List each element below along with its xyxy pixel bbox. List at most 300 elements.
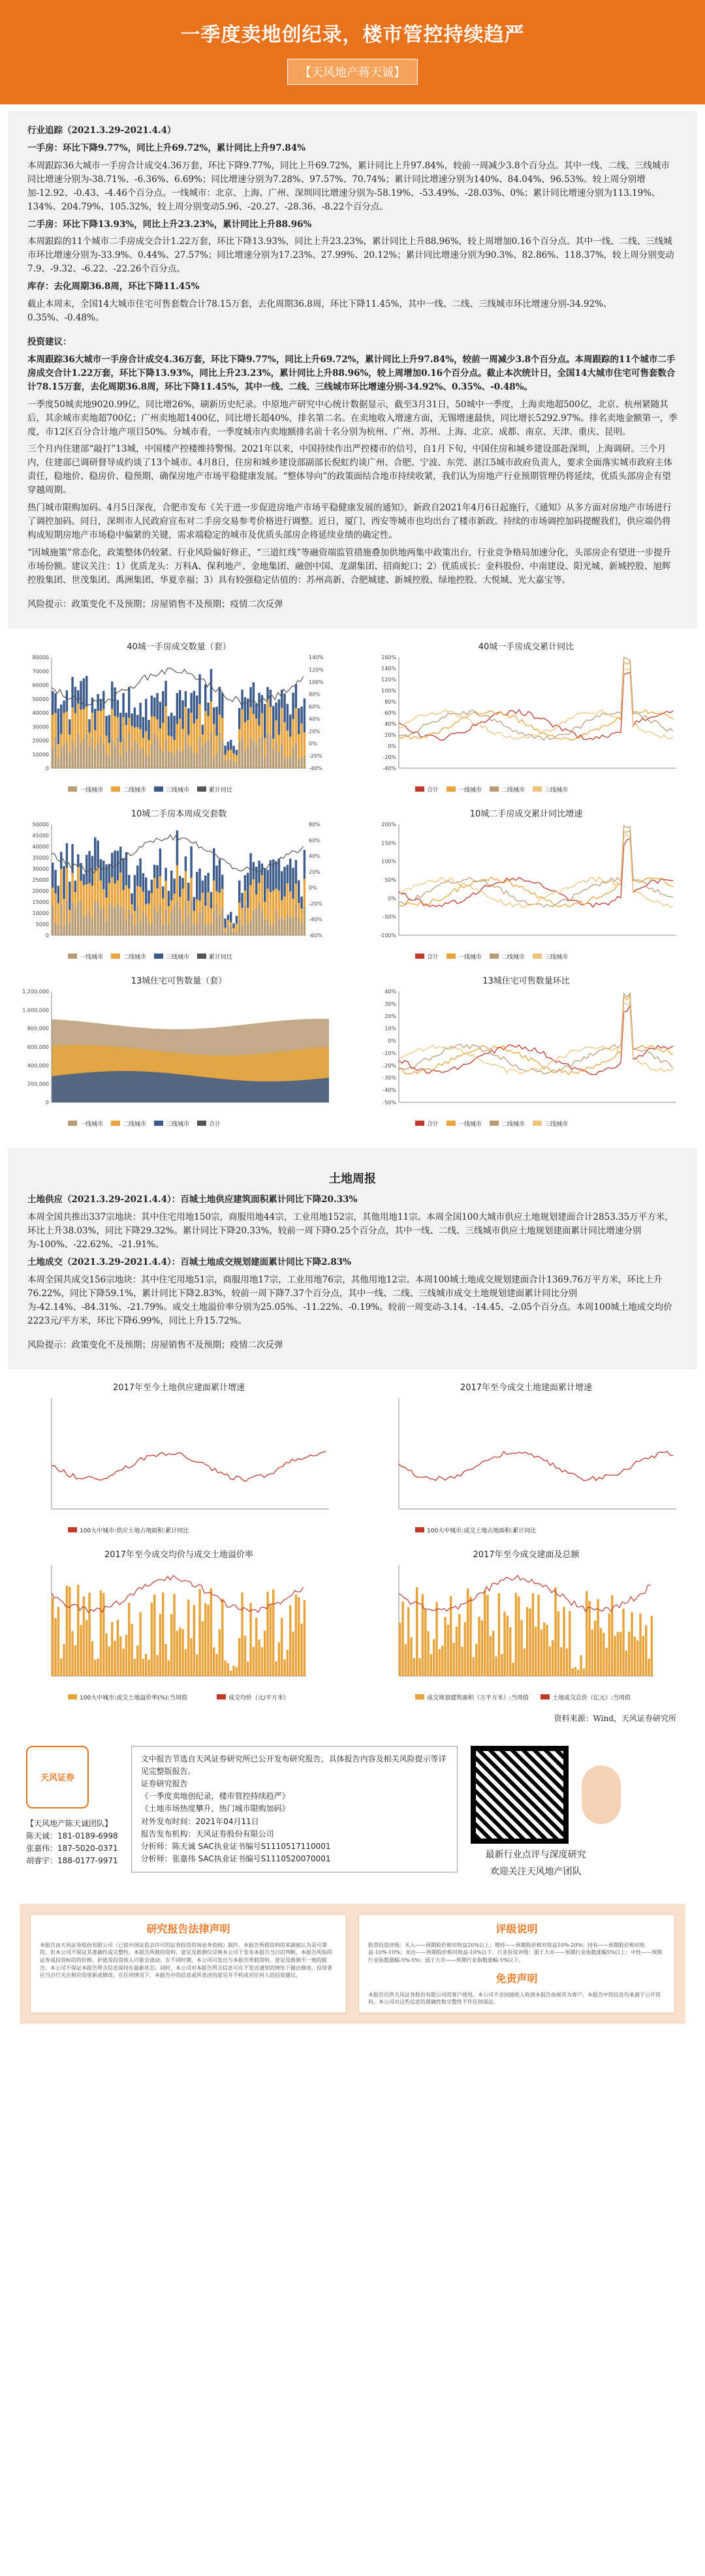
bar [283, 867, 285, 896]
bar [546, 1624, 548, 1676]
bar [190, 747, 192, 768]
legend-label: 三线城市 [544, 786, 569, 794]
bar [80, 709, 82, 743]
bar [563, 1607, 565, 1676]
legend-swatch [415, 1694, 424, 1699]
bar [554, 1587, 556, 1676]
bar [97, 711, 99, 743]
bar [304, 755, 306, 768]
bar [54, 737, 56, 768]
bar [83, 916, 85, 935]
bar [153, 1594, 155, 1676]
bar [631, 1612, 633, 1676]
bar [221, 741, 223, 768]
bar [219, 915, 221, 935]
bar [86, 706, 87, 734]
bar [648, 1658, 650, 1676]
bar [249, 737, 251, 768]
bar [128, 888, 130, 908]
bar [236, 762, 238, 768]
bar [452, 1642, 454, 1675]
bar [69, 881, 70, 909]
bar [292, 917, 294, 935]
bar [249, 920, 251, 935]
y2-tick-label: 80% [309, 821, 321, 828]
bar [498, 1593, 500, 1676]
legend-swatch [490, 954, 499, 959]
bar [193, 723, 195, 753]
analyst-1: 分析师：陈天诚 SAC执业证书编号S1110517110001 [140, 1842, 331, 1851]
bar [162, 886, 164, 898]
bar [139, 749, 141, 768]
bar [193, 691, 195, 723]
bar [266, 919, 268, 935]
rating-notes [358, 1914, 675, 2013]
legend-swatch [68, 1694, 77, 1699]
bar [170, 712, 172, 736]
bar [215, 891, 217, 904]
analyst-2: 分析师：张嘉伟 SAC执业证书编号S1110520070001 [140, 1854, 331, 1864]
bar [168, 1660, 170, 1676]
bar [63, 700, 65, 713]
bar [80, 1624, 82, 1675]
bar [77, 690, 79, 704]
bar [136, 1645, 138, 1676]
y-tick-label: 80000 [32, 654, 49, 660]
bar [57, 903, 59, 925]
bar [105, 897, 107, 921]
y-tick-label: 0 [45, 1099, 49, 1106]
qr-code[interactable] [471, 1746, 569, 1844]
bar [232, 753, 234, 760]
bar [549, 1646, 551, 1675]
bar [100, 859, 102, 880]
bar [156, 719, 158, 737]
bar [105, 736, 107, 754]
sales-charts [0, 628, 705, 1148]
y-tick-label: 0 [45, 932, 49, 939]
bar [247, 720, 249, 746]
bar [159, 876, 161, 905]
bar [207, 702, 209, 715]
bar [97, 902, 99, 935]
bar [495, 1656, 497, 1676]
bar [77, 733, 79, 768]
bar [63, 925, 65, 935]
bar [278, 734, 280, 752]
bar [289, 736, 291, 756]
bar [88, 719, 90, 732]
bar [102, 889, 104, 909]
bar [148, 890, 149, 903]
bar [247, 873, 249, 908]
bar [566, 1648, 568, 1676]
bar [628, 1632, 630, 1676]
bar [148, 739, 149, 756]
bar [91, 737, 93, 768]
bar [244, 875, 246, 891]
bar [80, 899, 82, 935]
bar [295, 903, 297, 935]
bar [529, 1608, 531, 1675]
qr-caption-2: 欢迎关注天风地产团队 [490, 1866, 582, 1877]
bar [125, 885, 127, 920]
bar [125, 920, 127, 935]
bar [86, 914, 87, 935]
bar [241, 737, 243, 768]
bar [114, 907, 116, 935]
bar [298, 1597, 300, 1676]
y2-tick-label: 20% [309, 728, 321, 734]
bar [136, 743, 138, 768]
bar [94, 730, 96, 748]
y-tick-label: 120% [381, 676, 396, 683]
bar [210, 1588, 212, 1675]
y-tick-label: 20% [384, 1013, 396, 1019]
bar [207, 924, 209, 935]
bar [258, 692, 260, 725]
bar [202, 724, 204, 734]
bar [266, 888, 268, 919]
bar [281, 707, 283, 743]
bar [272, 924, 274, 935]
rating-text: 股票投资评级：买入——预期股价相对收益20%以上；增持——预期股价相对收益10%-20%；持有——预期股价相对收益-10%-10%；卖出——预期股价相对收益-10%以下。行业投资评级：强于大市——预期行业指数涨幅5%以上；中性——预期行业指数涨幅-5%-5%；弱于大市——预期行业指数涨幅-5%以下。 [368, 1942, 663, 1964]
legend-label: 二线城市 [501, 786, 525, 794]
bar [537, 1594, 539, 1676]
bar [258, 738, 260, 768]
bar [66, 690, 68, 711]
bar [295, 860, 297, 884]
bar [275, 720, 277, 741]
legend-swatch [415, 786, 424, 792]
bar [509, 1627, 511, 1676]
bar [270, 690, 272, 707]
bar [100, 736, 102, 768]
bar [266, 733, 268, 768]
bar [230, 749, 232, 758]
bar [69, 734, 70, 753]
y-tick-label: 200,000 [27, 1081, 49, 1087]
legend-label: 二线城市 [123, 954, 147, 961]
legend-swatch [490, 786, 499, 792]
y-tick-label: 140% [381, 665, 396, 672]
bar [108, 715, 110, 743]
bar [179, 751, 181, 768]
bar [119, 713, 121, 742]
bar [151, 879, 153, 893]
bar [221, 875, 223, 889]
bar [603, 1633, 604, 1676]
legend-swatch [197, 954, 206, 959]
bar [238, 708, 240, 729]
bar [238, 903, 240, 920]
bar [253, 910, 255, 935]
bar [253, 1647, 255, 1676]
legend-label: 三线城市 [166, 1121, 190, 1128]
bar [119, 906, 121, 935]
chart-title: 2017年至今成交土地建面累计增速 [460, 1382, 593, 1393]
bar [258, 883, 260, 903]
bar [227, 924, 229, 935]
bar [560, 1647, 562, 1676]
bar [187, 916, 189, 935]
y2-tick-label: 40% [309, 853, 321, 860]
bar [622, 1608, 624, 1675]
bar [224, 931, 226, 935]
bar [244, 1636, 246, 1676]
legend-swatch [446, 786, 456, 792]
bar [86, 884, 87, 914]
bar [639, 1613, 641, 1676]
y-tick-label: 0% [388, 1038, 396, 1044]
bar [153, 907, 155, 935]
bar [164, 681, 166, 706]
bar [151, 695, 153, 716]
y-tick-label: 100% [381, 687, 396, 694]
bar [281, 917, 283, 935]
bar [164, 908, 166, 935]
bar [227, 1663, 229, 1676]
bar [435, 1602, 437, 1675]
bar [255, 744, 257, 768]
bar [60, 903, 62, 935]
bar [241, 1592, 243, 1676]
legend-label: 一线城市 [458, 786, 482, 794]
bar [117, 717, 119, 736]
free-text: 本报告仅供天风证券股份有限公司的客户使用。本公司不会因接收人收到本报告而视其为客户。本报告中的信息均来源于公开资料，本公司对这些信息的准确性和完整性不作任何保证。 [368, 1991, 661, 2006]
bar [63, 865, 65, 899]
legend-swatch [533, 954, 542, 959]
bar [249, 687, 251, 707]
bar [512, 1662, 514, 1675]
bar [232, 745, 234, 753]
bar [102, 1592, 104, 1675]
chart-svg [16, 1378, 342, 1542]
y-tick-label: 0% [388, 743, 396, 749]
bar [518, 1596, 520, 1676]
bar [148, 923, 149, 935]
bar [176, 692, 178, 723]
bar [261, 694, 263, 713]
y-tick-label: 60000 [32, 682, 49, 689]
bar [156, 737, 158, 768]
y-tick-label: 45000 [32, 832, 49, 839]
chart-title: 10城二手房本周成交套数 [131, 809, 227, 819]
bar [131, 904, 133, 914]
bar [91, 713, 93, 737]
chart-land-deal [363, 1378, 689, 1542]
contact-1: 陈天诚：181-0189-6998 [26, 1831, 118, 1840]
bar [60, 869, 62, 903]
y-tick-label: 70000 [32, 668, 49, 674]
chart-new-home-yoy [363, 638, 689, 801]
bar [244, 890, 246, 904]
sales-head: 行业追踪（2021.3.29-2021.4.4） [27, 125, 176, 136]
bar [196, 1654, 198, 1676]
bar [119, 755, 121, 768]
invest-policy: 三个月内住建部“敲打”13城，中国楼产控楼维持警惕。2021年以来，中国持续作出严控楼市的信号，自1月下旬，中国住房和城乡建设部赴深圳，上海调研。三个月内，住建部已调研督导成约谈了13个城市。4月8日，住房和城乡建设部副部长倪虹约谈广州、合肥、宁波、东莞、湛江5城市政府负责人，要求全面落实城市政府主体责任，稳地价、稳房价、稳预期，确保房地产市场平稳健康发展。“整体导向”的政策面结合地市持续收紧，我们认为房地产行业预期管理仍将延续，优质头部房企有望穿越周期。 [27, 444, 672, 496]
bar [266, 1592, 268, 1676]
bar [196, 719, 198, 753]
legend-label: 二线城市 [123, 786, 147, 794]
bar [287, 1650, 289, 1676]
bar [577, 1669, 579, 1676]
bar [255, 1618, 257, 1676]
bar [122, 858, 124, 890]
bar [105, 1633, 107, 1675]
bar [238, 920, 240, 935]
bar [227, 741, 229, 751]
bar [162, 691, 164, 722]
header-banner [0, 0, 705, 104]
bar [91, 885, 93, 918]
series-line [52, 1451, 326, 1481]
bar [241, 709, 243, 737]
bar [221, 692, 223, 717]
bar [532, 1593, 534, 1676]
bar [187, 901, 189, 916]
bar [219, 715, 221, 733]
bar [258, 725, 260, 738]
bar [207, 741, 209, 768]
bar [614, 1636, 616, 1676]
y-tick-label: 10% [384, 1025, 396, 1032]
bar [520, 1620, 522, 1675]
bar [261, 713, 263, 737]
y2-tick-label: 40% [309, 716, 321, 722]
bar [283, 757, 285, 768]
bar [139, 1612, 141, 1676]
legend-swatch [415, 1527, 424, 1532]
bar [134, 910, 136, 925]
second-home-heading: 二手房：环比下降13.93%，同比上升23.23%，累计同比上升88.96% [27, 219, 312, 230]
bar [139, 887, 141, 922]
bar [125, 751, 127, 768]
bar [122, 907, 124, 935]
legend-label: 一线城市 [458, 1121, 482, 1128]
bar [168, 906, 170, 925]
bar [287, 883, 289, 914]
bar [634, 1636, 636, 1675]
bar [173, 905, 175, 935]
bar [278, 699, 280, 734]
bar [168, 925, 170, 935]
legend-label: 三线城市 [166, 786, 190, 794]
bar [54, 693, 56, 713]
bar [298, 918, 300, 935]
chart-svg [16, 805, 342, 968]
bar [207, 892, 209, 924]
legend-swatch [415, 1121, 424, 1126]
series-line [399, 669, 673, 739]
bar [270, 924, 272, 935]
y-tick-label: -40% [383, 765, 396, 771]
chart-new-home-volume [16, 638, 342, 801]
bar [88, 1592, 90, 1676]
bar [574, 1667, 576, 1676]
bar [136, 905, 138, 935]
chart-inventory [16, 972, 342, 1135]
bar [261, 910, 263, 935]
bar [198, 1589, 200, 1675]
bar [281, 871, 283, 900]
bar [66, 742, 68, 768]
land-text-block [8, 1148, 697, 1369]
rating-title: 评级说明 [495, 1922, 538, 1935]
bar [97, 743, 99, 768]
bar [71, 902, 73, 935]
bar [535, 1626, 537, 1676]
bar [54, 893, 56, 922]
bar [71, 677, 73, 707]
bar [304, 878, 306, 907]
y-tick-label: 800,000 [27, 1025, 49, 1032]
bar [190, 878, 192, 901]
bar [179, 719, 181, 751]
bar [52, 905, 54, 935]
bar [300, 908, 302, 922]
bar [407, 1607, 409, 1676]
bar [249, 707, 251, 737]
report-label: 证券研究报告 [140, 1779, 188, 1789]
bar [298, 880, 300, 903]
bar [207, 873, 209, 892]
series-line [399, 834, 673, 907]
y2-tick-label: 60% [309, 704, 321, 710]
bar [253, 861, 255, 878]
bar [244, 697, 246, 722]
bar [88, 883, 90, 910]
bar [193, 910, 195, 924]
bar [617, 1632, 619, 1676]
y-tick-label: 400,000 [27, 1062, 49, 1068]
bar [111, 1622, 113, 1675]
bar [486, 1595, 488, 1676]
bar [69, 922, 70, 935]
bar [236, 750, 238, 755]
chart-title: 13城住宅可售数量环比 [482, 976, 570, 986]
bar [461, 1647, 463, 1676]
bar [283, 693, 285, 722]
bar [247, 908, 249, 923]
bar [249, 885, 251, 920]
bar [128, 732, 130, 768]
bar [202, 734, 204, 745]
bar [108, 905, 110, 935]
y2-tick-label: 100% [309, 679, 324, 685]
bar [196, 695, 198, 719]
bar [264, 704, 266, 737]
bar [128, 717, 130, 732]
legend-swatch [111, 1121, 120, 1126]
bar [232, 923, 234, 928]
bar [156, 865, 158, 888]
bar [196, 899, 198, 923]
inventory-heading: 库存：去化周期36.8周，环比下降11.45% [27, 281, 200, 292]
legend-swatch [415, 954, 424, 959]
bar [193, 1605, 195, 1676]
bar [300, 723, 302, 757]
chart-title: 10城二手房成交累计同比增速 [469, 809, 583, 819]
bar [304, 698, 306, 732]
bar [134, 925, 136, 935]
bar [57, 744, 59, 758]
bar [619, 1632, 621, 1676]
bar [69, 719, 70, 734]
bar [247, 746, 249, 768]
bar [399, 1622, 401, 1675]
bar [515, 1592, 517, 1675]
